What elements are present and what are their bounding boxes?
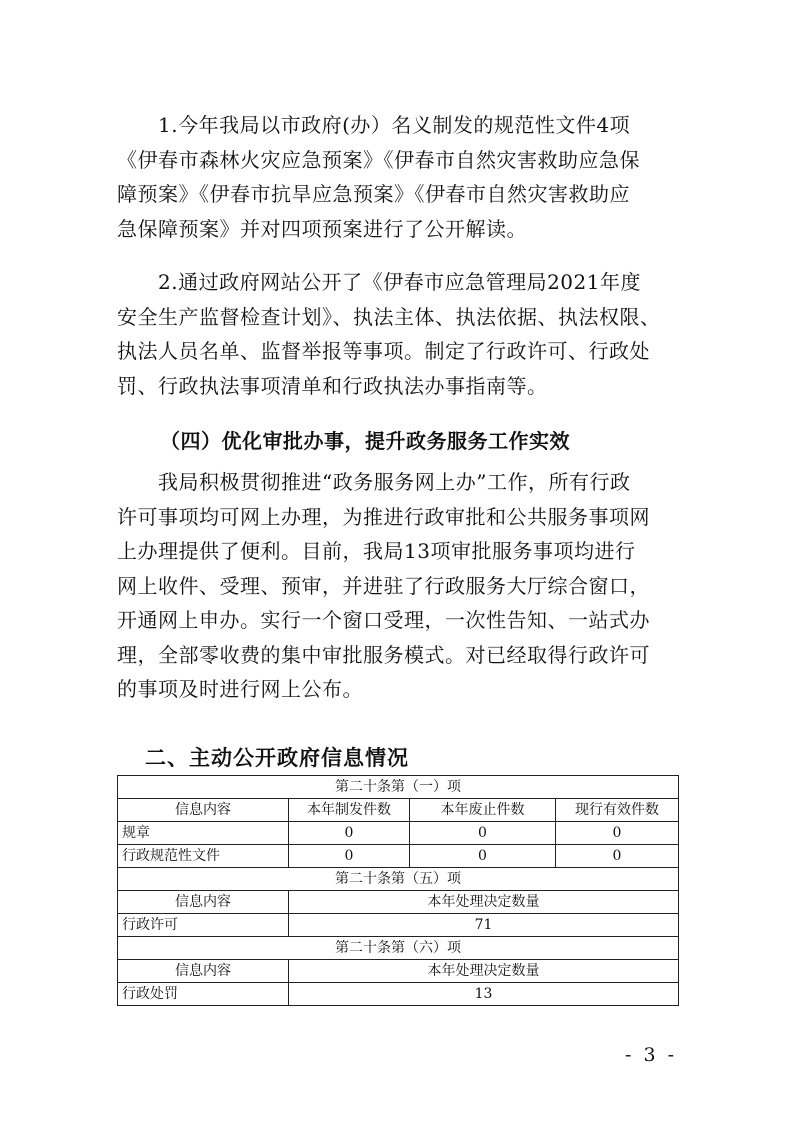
table-row (118, 822, 679, 845)
info-disclosure-table (117, 775, 679, 1006)
text-line: 障预案》《伊春市抗旱应急预案》《伊春市自然灾害救助应 (117, 182, 630, 206)
paragraph-online-services (117, 465, 677, 707)
text-line: 上办理提供了便利。目前，我局13项审批服务事项均进行 (117, 539, 636, 563)
column-header: 现行有效件数 (556, 799, 679, 822)
text-line: 许可事项均可网上办理，为推进行政审批和公共服务事项网 (117, 504, 650, 529)
column-header: 本年处理决定数量 (289, 960, 679, 983)
column-header: 信息内容 (118, 799, 289, 822)
table-cell: 0 (289, 845, 410, 868)
table-row (118, 983, 679, 1006)
text-line: 安全生产监督检查计划》、执法主体、执法依据、执法权限、 (117, 304, 661, 329)
table-cell: 0 (556, 845, 679, 868)
table-section-header (118, 868, 679, 891)
table-header-row (118, 799, 679, 822)
text-line: 网上收件、受理、预审，并进驻了行政服务大厅综合窗口， (117, 573, 650, 598)
table-cell: 0 (556, 822, 679, 845)
section-title-cell: 第二十条第（一）项 (118, 776, 679, 799)
column-header: 本年处理决定数量 (289, 891, 679, 914)
page-number: - 3 - (625, 1044, 678, 1066)
text-line: 罚、行政执法事项清单和行政执法办事指南等。 (117, 373, 548, 398)
table-cell: 0 (410, 822, 556, 845)
paragraph-regulatory-documents (117, 108, 677, 246)
table-header-row (118, 960, 679, 983)
column-header: 信息内容 (118, 960, 289, 983)
text-line: 理，全部零收费的集中审批服务模式。对已经取得行政许可 (117, 642, 650, 667)
column-header: 本年废止件数 (410, 799, 556, 822)
text-line: 的事项及时进行网上公布。 (117, 677, 363, 701)
row-label: 规章 (118, 822, 289, 845)
row-label: 行政规范性文件 (118, 845, 289, 868)
table-header-row (118, 891, 679, 914)
text-line: 急保障预案》并对四项预案进行了公开解读。 (117, 216, 527, 241)
column-header: 本年制发件数 (289, 799, 410, 822)
text-line: 《伊春市森林火灾应急预案》《伊春市自然灾害救助应急保 (117, 147, 640, 172)
table-section-header (118, 776, 679, 799)
section-title-cell: 第二十条第（五）项 (118, 868, 679, 891)
text-line: 我局积极贯彻推进“政务服务网上办”工作，所有行政 (117, 470, 631, 494)
table-cell: 0 (410, 845, 556, 868)
row-label: 行政处罚 (118, 983, 289, 1006)
table-row (118, 845, 679, 868)
table-cell: 13 (289, 983, 679, 1006)
table-cell: 0 (289, 822, 410, 845)
text-line: 2.通过政府网站公开了《伊春市应急管理局2021年度 (117, 270, 641, 294)
text-line: 1.今年我局以市政府(办）名义制发的规范性文件4项 (117, 113, 631, 137)
section-title-cell: 第二十条第（六）项 (118, 937, 679, 960)
table-cell: 71 (289, 914, 679, 937)
subsection-heading: （四）优化审批办事，提升政务服务工作实效 (160, 429, 570, 453)
column-header: 信息内容 (118, 891, 289, 914)
table-row (118, 914, 679, 937)
paragraph-website-disclosure (117, 265, 677, 403)
row-label: 行政许可 (118, 914, 289, 937)
section-title: 二、主动公开政府信息情况 (145, 746, 409, 770)
table-section-header (118, 937, 679, 960)
text-line: 执法人员名单、监督举报等事项。制定了行政许可、行政处 (117, 339, 650, 363)
text-line: 开通网上申办。实行一个窗口受理，一次性告知、一站式办 (117, 608, 650, 632)
